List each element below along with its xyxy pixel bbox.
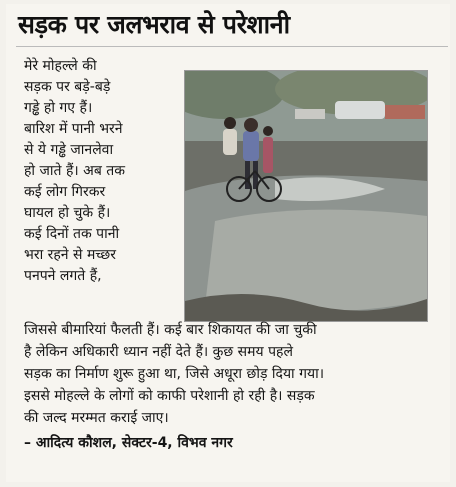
article-line: की जल्द मरम्मत कराई जाए। — [24, 410, 169, 426]
article-line: है लेकिन अधिकारी ध्यान नहीं देते हैं। कुछ समय पहले — [24, 344, 293, 360]
author-byline: – आदित्य कौशल, सेक्टर-4, विभव नगर — [24, 435, 233, 451]
article-line: सड़क पर बड़े-बड़े — [24, 79, 111, 95]
article-line: गड्ढे हो गए हैं। — [24, 100, 93, 116]
article-bottom-paragraph — [24, 319, 450, 454]
headline-divider — [16, 46, 448, 47]
article-line: मेरे मोहल्ले की — [24, 58, 97, 74]
waterlogged-road-image — [185, 71, 427, 321]
article-line: जिससे बीमारियां फैलती हैं। कई बार शिकायत की जा चुकी — [24, 322, 317, 338]
article-line: हो जाते हैं। अब तक — [24, 163, 126, 179]
article-line: कई लोग गिरकर — [24, 184, 106, 200]
article-line: भरा रहने से मच्छर — [24, 247, 117, 263]
waterlogged-road-photo — [184, 70, 428, 322]
newspaper-clipping — [6, 4, 450, 482]
article-line: कई दिनों तक पानी — [24, 226, 120, 242]
article-line: से ये गड्ढे जानलेवा — [24, 142, 114, 158]
article-line: इससे मोहल्ले के लोगों को काफी परेशानी हो रही है। सड़क — [24, 388, 315, 404]
article-left-column — [24, 56, 176, 287]
headline: सड़क पर जलभराव से परेशानी — [18, 10, 290, 39]
article-line: बारिश में पानी भरने — [24, 121, 123, 137]
article-line: पनपने लगते हैं, — [24, 268, 102, 284]
article-line: सड़क का निर्माण शुरू हुआ था, जिसे अधूरा छोड़ दिया गया। — [24, 366, 325, 382]
article-line: घायल हो चुके हैं। — [24, 205, 111, 221]
